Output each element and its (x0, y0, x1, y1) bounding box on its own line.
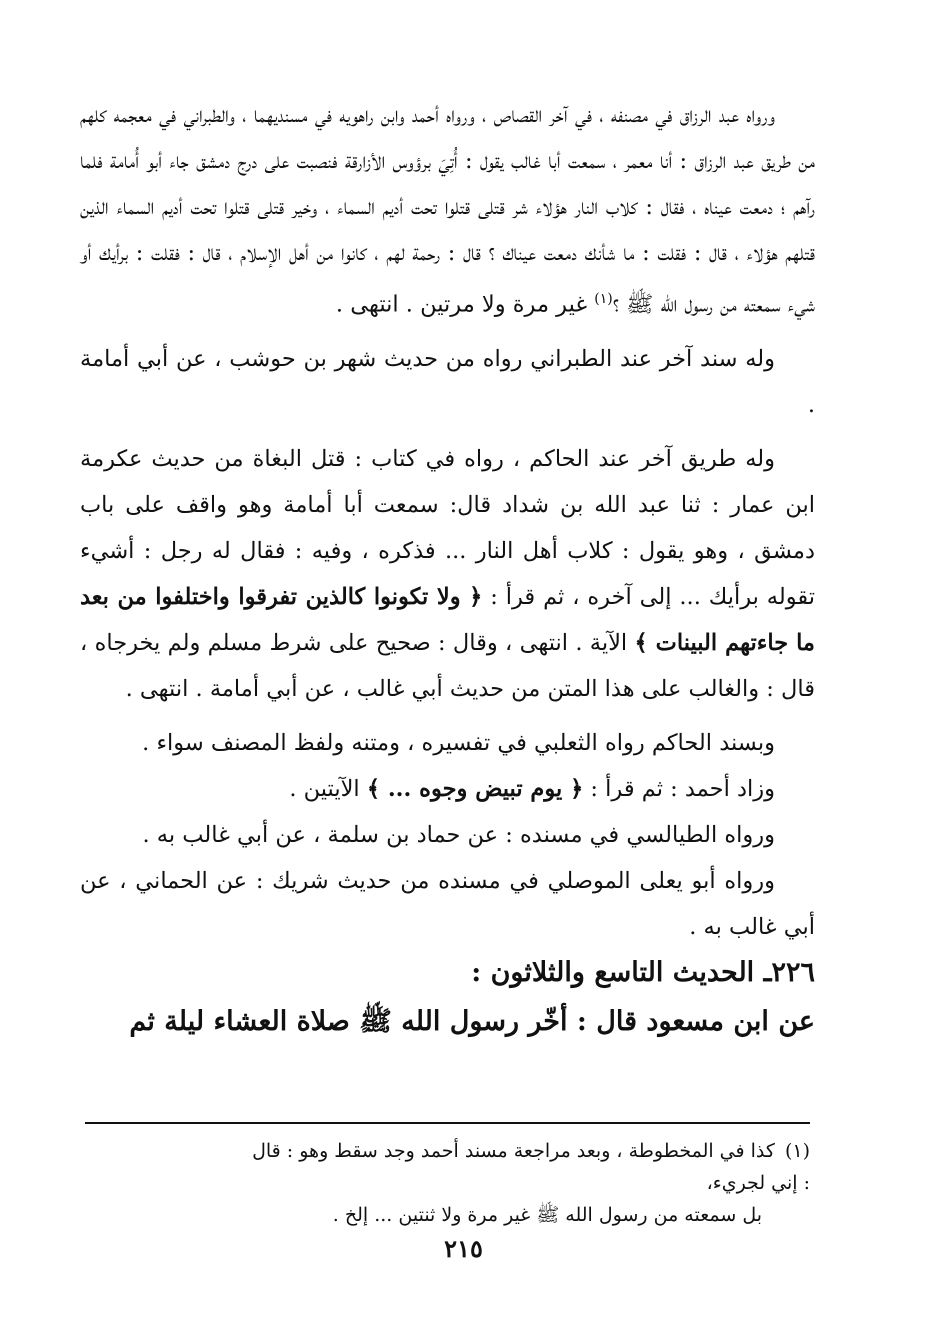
paragraph-1 (80, 92, 815, 328)
quran-quote-2: ﴿ يوم تبيض وجوه ... ﴾ (366, 775, 584, 802)
page-body (80, 92, 815, 1048)
hadith-opening-line: عن ابن مسعود قال : أخّر رسول الله ﷺ صلاة العشاء ليلة ثم (129, 1005, 815, 1037)
page-number: ٢١٥ (444, 1234, 483, 1263)
footnotes (250, 1135, 810, 1231)
quran-quote-1: ﴿ ولا تكونوا كالذين تفرقوا واختلفوا من بعد ما جاءتهم البينات ﴾ (80, 583, 815, 656)
paragraph-4 (80, 720, 815, 766)
paragraph-1-end: غير مرة ولا مرتين . انتهى . (335, 291, 595, 318)
paragraph-4-text: وبسند الحاكم رواه الثعلبي في تفسيره ، ومتنه ولفظ المصنف سواء . (142, 729, 775, 756)
paragraph-2 (80, 336, 815, 428)
footnote-marker: (١) (594, 291, 613, 307)
paragraph-5-text-b: الآيتين . (289, 775, 367, 802)
footnote-1-line-2 (250, 1199, 810, 1231)
paragraph-6-text: ورواه الطيالسي في مسنده : عن حماد بن سلمة ، عن أبي غالب به . (142, 821, 775, 848)
footnote-text-2: بل سمعته من رسول الله ﷺ غير مرة ولا ثنتين ... إلخ . (332, 1204, 762, 1226)
paragraph-3 (80, 436, 815, 712)
paragraph-5-text-a: وزاد أحمد : ثم قرأ : (583, 775, 775, 802)
footnote-divider (85, 1122, 810, 1124)
paragraph-7-text: ورواه أبو يعلى الموصلي في مسنده من حديث شريك : عن الحماني ، عن أبي غالب به . (80, 867, 815, 940)
paragraph-7 (80, 858, 815, 950)
paragraph-5 (80, 766, 815, 812)
paragraph-6 (80, 812, 815, 858)
paragraph-3-text-a: وله طريق آخر عند الحاكم ، رواه في كتاب : قتل البغاة من حديث عكرمة ابن عمار : ثنا عبد الله بن شداد قال: سمعت أبا أمامة وهو واقف على باب دمشق ، وهو يقول : كلاب أهل النار ... فذكره ، وفيه : فقال له رجل : أشيء تقوله برأيك ... إلى آخره ، ثم قرأ : (80, 445, 815, 610)
hadith-heading: ٢٢٦ـ الحديث التاسع والثلاثون : (471, 956, 815, 988)
footnote-number: (١) (784, 1140, 810, 1162)
paragraph-2-text: وله سند آخر عند الطبراني رواه من حديث شهر بن حوشب ، عن أبي أمامة . (80, 345, 815, 418)
paragraph-3-text-b: الآية . انتهى ، وقال : صحيح على شرط مسلم ولم يخرجاه ، قال : والغالب على هذا المتن من حديث أبي غالب ، عن أبي أمامة . انتهى . (80, 629, 815, 702)
footnote-text-1: كذا في المخطوطة ، وبعد مراجعة مسند أحمد وجد سقط وهو : قال : إني لجريء، (252, 1140, 810, 1194)
footnote-1-line-1 (250, 1135, 810, 1199)
paragraph-1-text: ورواه عبد الرزاق في مصنفه ، في آخر القصاص ، ورواه أحمد وابن راهويه في مسنديهما ، والطبراني في معجمه كلهم من طريق عبد الرزاق : أنا معمر ، سمعت أبا غالب يقول : أُتِيَ برؤوس الأزارقة فنصبت على درج دمشق جاء أبو أُمامة فلما رآهم ؛ دمعت عيناه ، فقال : كلاب النار هؤلاء شر قتلى قتلوا تحت أديم السماء ، وخير قتلى قتلوا تحت أديم السماء الذين قتلهم هؤلاء ، قال : فقلت : ما شأنك دمعت عيناك ؟ قال : رحمة لهم ، كانوا من أهل الإسلام ، قال : فقلت : برأيك أو شيء سمعته من رسول الله ﷺ ؟ (80, 102, 815, 318)
